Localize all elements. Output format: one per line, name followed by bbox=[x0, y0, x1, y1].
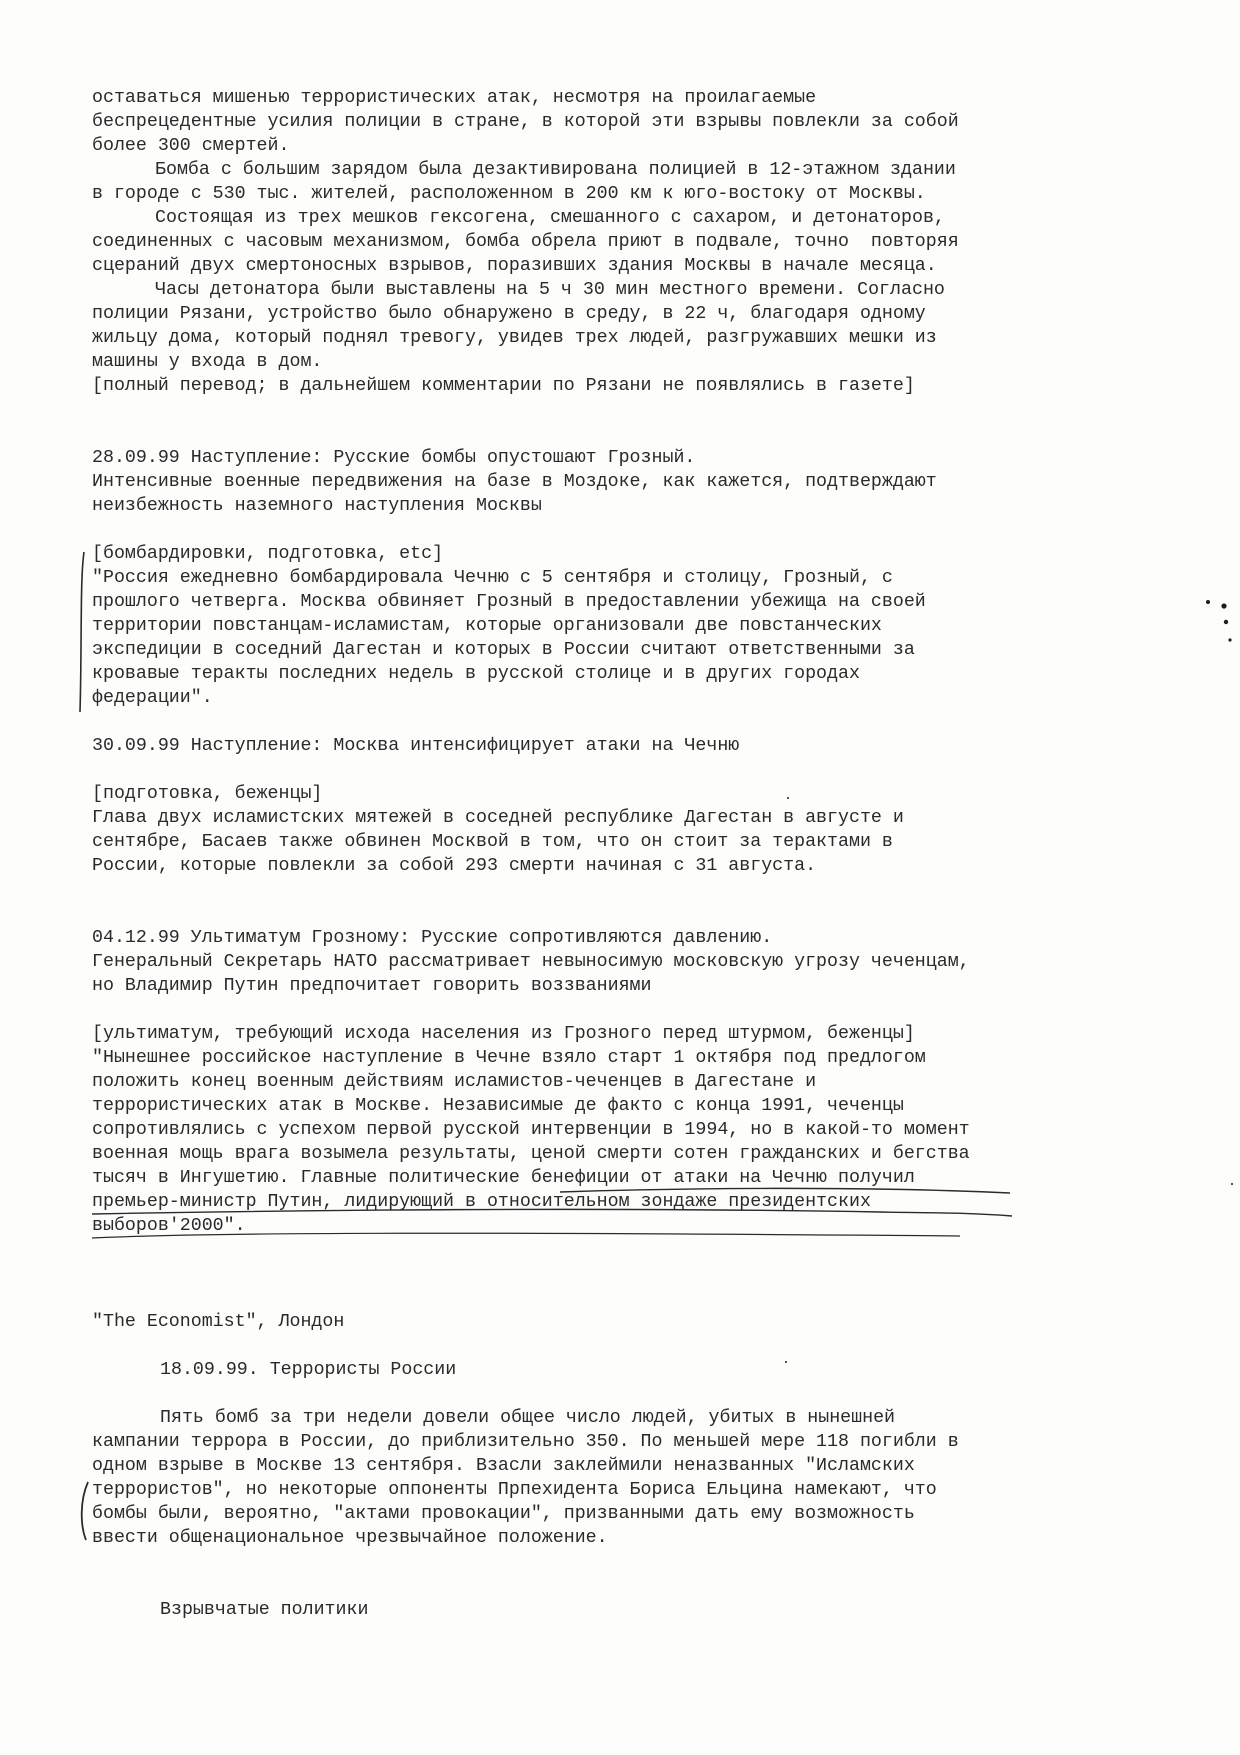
text-line: федерации". bbox=[92, 688, 213, 708]
text-line: Часы детонатора были выставлены на 5 ч 30 мин местного времени. Согласно bbox=[155, 280, 945, 300]
text-line: 30.09.99 Наступление: Москва интенсифицирует атаки на Чечню bbox=[92, 736, 740, 756]
text-line: тысяч в Ингушетию. Главные политические бенефиции от атаки на Чечню получил bbox=[92, 1168, 915, 1188]
text-line: Интенсивные военные передвижения на базе в Моздоке, как кажется, подтверждают bbox=[92, 472, 937, 492]
text-line: Взрывчатые политики bbox=[160, 1600, 369, 1620]
text-line: кровавые теракты последних недель в русской столице и в других городах bbox=[92, 664, 860, 684]
text-line: прошлого четверга. Москва обвиняет Грозный в предоставлении убежища на своей bbox=[92, 592, 926, 612]
margin-bracket-mark bbox=[82, 1482, 88, 1540]
text-line: 18.09.99. Террористы России bbox=[160, 1360, 457, 1380]
text-line: Состоящая из трех мешков гексогена, смешанного с сахаром, и детонаторов, bbox=[155, 208, 945, 228]
text-line: террористических атак в Москве. Независимые де факто с конца 1991, чеченцы bbox=[92, 1096, 904, 1116]
text-line: жильцу дома, который поднял тревогу, увидев трех людей, разгружавших мешки из bbox=[92, 328, 937, 348]
text-line: "Нынешнее российское наступление в Чечне взяло старт 1 октября под предлогом bbox=[92, 1048, 926, 1068]
text-line: премьер-министр Путин, лидирующий в относительном зондаже президентских bbox=[92, 1192, 871, 1212]
text-line: Пять бомб за три недели довели общее число людей, убитых в нынешней bbox=[160, 1408, 896, 1428]
text-line: 04.12.99 Ультиматум Грозному: Русские сопротивляются давлению. bbox=[92, 928, 773, 948]
text-line: бомбы были, вероятно, "актами провокации", призванными дать ему возможность bbox=[92, 1504, 915, 1524]
text-line: ввести общенациональное чрезвычайное положение. bbox=[92, 1528, 608, 1548]
text-line: сентябре, Басаев также обвинен Москвой в том, что он стоит за терактами в bbox=[92, 832, 893, 852]
margin-bracket-mark bbox=[80, 552, 84, 712]
text-line: в городе с 530 тыс. жителей, расположенном в 200 км к юго-востоку от Москвы. bbox=[92, 184, 926, 204]
text-line: экспедиции в соседний Дагестан и которых в России считают ответственными за bbox=[92, 640, 915, 660]
text-line: "Россия ежедневно бомбардировала Чечню с 5 сентября и столицу, Грозный, с bbox=[92, 568, 893, 588]
text-line: 28.09.99 Наступление: Русские бомбы опустошают Грозный. bbox=[92, 448, 696, 468]
text-line: более 300 смертей. bbox=[92, 136, 290, 156]
text-line: Бомба с большим зарядом была дезактивирована полицией в 12-этажном здании bbox=[155, 160, 956, 180]
text-line: полиции Рязани, устройство было обнаружено в среду, в 22 ч, благодаря одному bbox=[92, 304, 926, 324]
text-line: но Владимир Путин предпочитает говорить воззваниями bbox=[92, 976, 652, 996]
text-line: "The Economist", Лондон bbox=[92, 1312, 345, 1332]
text-line: Глава двух исламистских мятежей в соседней республике Дагестан в августе и bbox=[92, 808, 904, 828]
text-line: террористов", но некоторые оппоненты Прпехидента Бориса Ельцина намекают, что bbox=[92, 1480, 937, 1500]
text-line: положить конец военным действиям исламистов-чеченцев в Дагестане и bbox=[92, 1072, 817, 1092]
text-line: оставаться мишенью террористических атак, несмотря на проилагаемые bbox=[92, 88, 817, 108]
text-line: одном взрыве в Москве 13 сентября. Взасли заклеймили неназванных "Исламских bbox=[92, 1456, 915, 1476]
text-line: [подготовка, беженцы] bbox=[92, 784, 323, 804]
text-line: территории повстанцам-исламистам, которые организовали две повстанческих bbox=[92, 616, 882, 636]
text-line: беспрецедентные усилия полиции в стране, в которой эти взрывы повлекли за собой bbox=[92, 112, 959, 132]
text-line: [полный перевод; в дальнейшем комментарии по Рязани не появлялись в газете] bbox=[92, 376, 915, 396]
text-line: военная мощь врага возымела результаты, ценой смерти сотен гражданских и бегства bbox=[92, 1144, 970, 1164]
text-line: [ультиматум, требующий исхода населения из Грозного перед штурмом, беженцы] bbox=[92, 1024, 915, 1044]
text-line: выборов'2000". bbox=[92, 1216, 246, 1236]
text-line: России, которые повлекли за собой 293 смерти начиная с 31 августа. bbox=[92, 856, 817, 876]
text-line: сцераний двух смертоносных взрывов, поразивших здания Москвы в начале месяца. bbox=[92, 256, 937, 276]
ink-specks bbox=[785, 600, 1233, 1363]
text-line: соединенных с часовым механизмом, бомба обрела приют в подвале, точно повторяя bbox=[92, 232, 959, 252]
text-line: неизбежность наземного наступления Москвы bbox=[92, 496, 542, 516]
text-line: кампании террора в России, до приблизительно 350. По меньшей мере 118 погибли в bbox=[92, 1432, 959, 1452]
text-line: сопротивлялись с успехом первой русской интервенции в 1994, но в какой-то момент bbox=[92, 1120, 970, 1140]
text-line: Генеральный Секретарь НАТО рассматривает невыносимую московскую угрозу чеченцам, bbox=[92, 952, 970, 972]
text-line: [бомбардировки, подготовка, etc] bbox=[92, 544, 444, 564]
text-line: машины у входа в дом. bbox=[92, 352, 323, 372]
